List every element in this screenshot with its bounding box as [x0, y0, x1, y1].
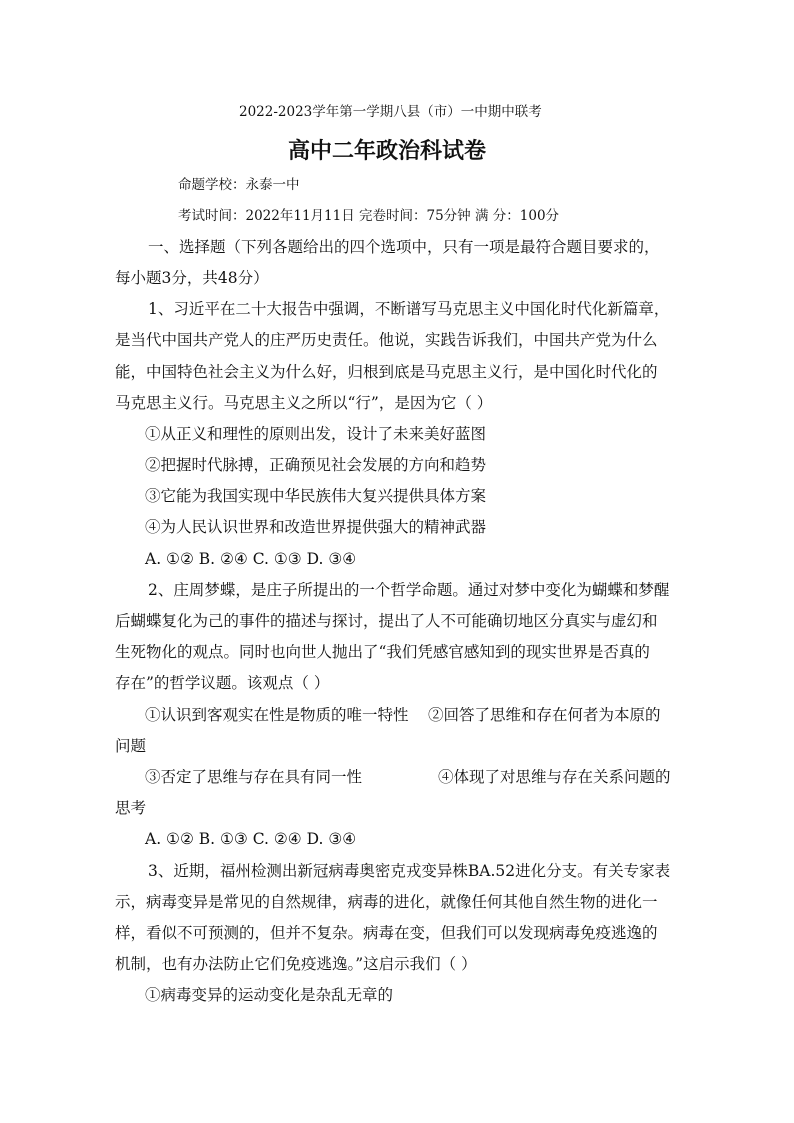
school-line: 命题学校：永泰一中: [178, 177, 300, 193]
q3-line: 样，看似不可预测的，但并不复杂。病毒在变，但我们可以发现病毒免疫逃逸的: [115, 924, 658, 942]
q1-answers: A. ①② B. ②④ C. ①③ D. ③④: [145, 550, 357, 568]
q2-option-cont: 问题: [115, 737, 147, 755]
q1-option: ③它能为我国实现中华民族伟大复兴提供具体方案: [145, 487, 487, 505]
q1-option: ④为人民认识世界和改造世界提供强大的精神武器: [145, 518, 487, 536]
q2-option: ②回答了思维和存在何者为本原的: [428, 706, 661, 724]
q2-line: 后蝴蝶复化为己的事件的描述与探讨，提出了人不可能确切地区分真实与虚幻和: [115, 612, 658, 630]
q1-option: ②把握时代脉搏，正确预见社会发展的方向和趋势: [145, 456, 487, 474]
q2-line: 存在”的哲学议题。该观点（ ）: [115, 674, 330, 692]
q1-option: ①从正义和理性的原则出发，设计了未来美好蓝图: [145, 425, 487, 443]
section-heading-cont: 每小题3分，共48分）: [115, 269, 269, 287]
exam-name: 2022-2023学年第一学期八县（市）一中期中联考: [239, 104, 542, 120]
q1-line: 能，中国特色社会主义为什么好，归根到底是马克思主义行，是中国化时代化的: [115, 363, 658, 381]
q1-line: 是当代中国共产党人的庄严历史责任。他说，实践告诉我们，中国共产党为什么: [115, 331, 658, 349]
q1-line: 马克思主义行。马克思主义之所以“行”，是因为它（ ）: [115, 394, 493, 412]
q2-line: 生死物化的观点。同时也向世人抛出了“我们凭感官感知到的现实世界是否真的: [115, 643, 650, 661]
q2-option: ④体现了对思维与存在关系问题的: [438, 768, 671, 786]
section-heading: 一、选择题（下列各题给出的四个选项中，只有一项是最符合题目要求的，: [148, 238, 660, 256]
q2-option: ①认识到客观实在性是物质的唯一特性: [145, 706, 409, 724]
q3-option: ①病毒变异的运动变化是杂乱无章的: [145, 986, 394, 1004]
q2-line: 2、庄周梦蝶，是庄子所提出的一个哲学命题。通过对梦中变化为蝴蝶和梦醒: [148, 581, 670, 599]
q2-option-cont: 思考: [115, 799, 147, 817]
q2-answers: A. ①② B. ①③ C. ②④ D. ③④: [145, 830, 357, 848]
q3-line: 3、近期，福州检测出新冠病毒奥密克戎变异株BA.52进化分支。有关专家表: [148, 862, 671, 880]
q1-line: 1、习近平在二十大报告中强调，不断谱写马克思主义中国化时代化新篇章，: [148, 300, 670, 318]
exam-info-line: 考试时间：2022年11月11日 完卷时间：75分钟 满 分：100分: [178, 208, 560, 224]
q3-line: 示，病毒变异是常见的自然规律，病毒的进化，就像任何其他自然生物的进化一: [115, 893, 658, 911]
q2-option: ③否定了思维与存在具有同一性: [145, 768, 363, 786]
q3-line: 机制，也有办法防止它们免疫逃逸。”这启示我们（ ）: [115, 955, 477, 973]
page-title: 高中二年政治科试卷: [288, 139, 487, 164]
